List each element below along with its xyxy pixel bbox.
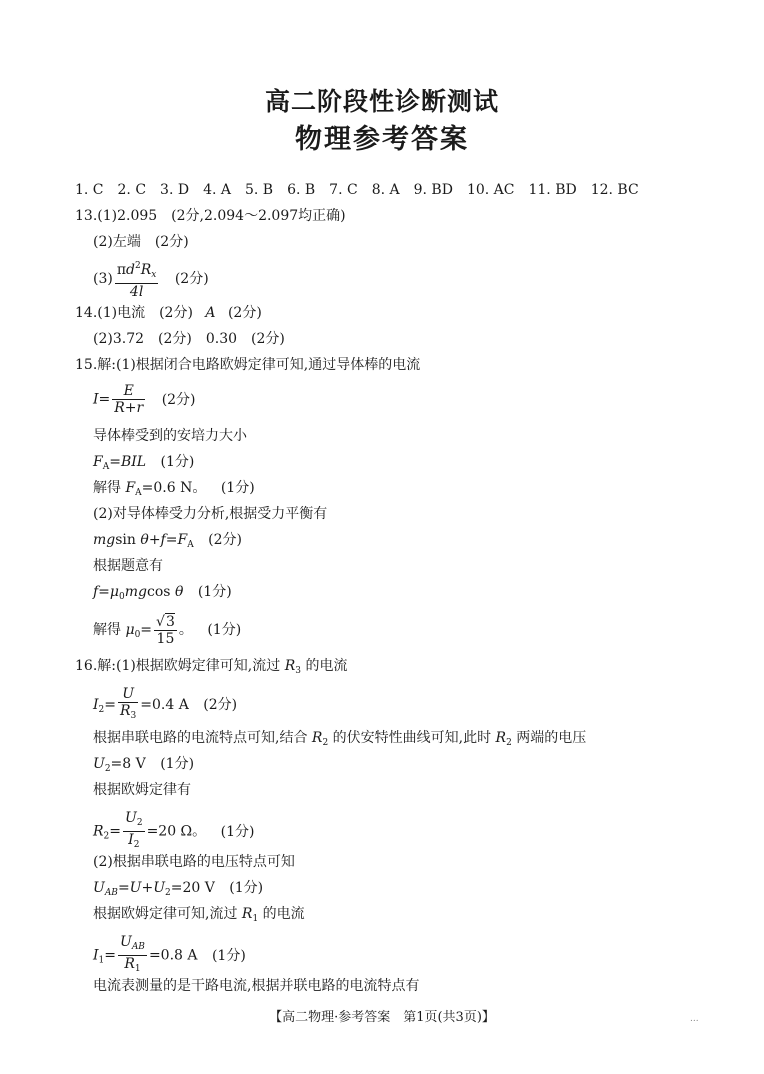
q16-text2-sub: 2 <box>322 738 329 748</box>
q15-eq2-rhs: =BIL <box>109 454 147 470</box>
q16-eq5-I: I <box>93 947 99 964</box>
q16-eq4-sub: AB <box>104 888 118 898</box>
q15-eq5-theta: θ <box>174 584 184 600</box>
q15-text4: (2)对导体棒受力分析,根据受力平衡有 <box>93 506 328 522</box>
q15-eq4-score: (2分) <box>208 532 242 548</box>
q13-part2: (2)左端 (2分) <box>93 234 189 250</box>
q15-eq4-sub: A <box>187 540 194 550</box>
q13-num-exp: 2 <box>135 261 141 271</box>
q16-eq2 <box>93 755 194 778</box>
q15-eq6-sub: 0 <box>134 630 141 640</box>
q16-eq1-rhs: =0.4 A <box>140 697 189 713</box>
q16-eq3 <box>93 810 254 853</box>
q15-eq4-lhs: mg <box>93 532 116 548</box>
q15-eq1-lhs: I <box>93 391 99 408</box>
q15-eq6-score: (1分) <box>207 622 242 638</box>
q13-part1: 13.(1)2.095 (2分,2.094～2.097均正确) <box>75 208 346 224</box>
q16-text4: (2)根据串联电路的电压特点可知 <box>93 854 295 870</box>
q13-part3-prefix: (3) <box>93 271 113 287</box>
q13-num-R: R <box>140 262 152 278</box>
q16-eq2-sub: 2 <box>104 764 111 774</box>
q15-eq1-num: E <box>112 383 145 400</box>
q16-eq2-U: U <box>93 756 105 772</box>
q16-text3: 根据欧姆定律有 <box>93 782 191 798</box>
q16-eq3-fraction <box>123 810 145 853</box>
q13-num-sub: x <box>151 270 157 280</box>
q16-text5-a: 根据欧姆定律可知,流过 <box>93 906 238 922</box>
q16-eq4-val: =20 V <box>170 880 215 896</box>
q16-eq5-num-U: U <box>120 934 132 950</box>
q15-text2: 导体棒受到的安培力大小 <box>93 428 247 444</box>
q16-eq1-fraction <box>118 686 138 724</box>
q14-part1 <box>75 304 262 322</box>
q16-intro-R: R <box>284 658 296 674</box>
q16-text2-sub2: 2 <box>506 738 512 748</box>
q16-intro <box>75 657 347 680</box>
q16-text2-c: 两端的电压 <box>516 730 587 746</box>
q13-part3-score: (2分) <box>174 271 209 287</box>
q14-part1-answer: A <box>205 305 216 321</box>
q15-eq5-score: (1分) <box>197 584 232 600</box>
q16-text2-a: 根据串联电路的电流特点可知,结合 <box>93 730 308 746</box>
q16-eq1-I: I <box>93 697 99 713</box>
q16-text5-b: 的电流 <box>262 906 305 922</box>
q15-eq1-fraction <box>112 383 145 416</box>
q14-part1-score: (2分) <box>227 305 262 321</box>
q16-text6: 电流表测量的是干路电流,根据并联电路的电流特点有 <box>93 978 420 994</box>
q16-eq3-den-sub: 2 <box>133 840 140 850</box>
q16-eq3-sub: 2 <box>103 831 110 842</box>
q15-eq6-mu: μ <box>125 622 135 638</box>
q15-eq6-pre: 解得 <box>93 622 121 638</box>
q16-eq5-sub: 1 <box>98 955 105 966</box>
q15-eq1-equals: = <box>98 391 111 408</box>
q15-eq6-root-val: 3 <box>165 614 175 630</box>
q15-eq1-score: (2分) <box>161 391 196 408</box>
q13-num-pi: π <box>116 262 127 278</box>
page-footer: 【高二物理·参考答案 第1页(共3页)】 <box>269 1010 495 1025</box>
q16-eq2-score: (1分) <box>160 756 195 772</box>
q15-eq3-pre: 解得 <box>93 480 121 496</box>
q16-eq5-den-sub: 1 <box>134 964 141 974</box>
q16-eq4-rhs: =U+U <box>117 880 165 896</box>
q15-eq3-F: F <box>125 480 136 496</box>
q16-eq1-num: U <box>118 686 138 703</box>
q15-eq3-rhs: =0.6 N。 <box>141 480 207 496</box>
q13-part3 <box>93 258 209 300</box>
q15-eq6-end: 。 <box>178 622 193 638</box>
q16-eq2-rhs: =8 V <box>110 756 146 772</box>
q16-text2-R2: R <box>495 730 507 746</box>
q16-eq3-equals: = <box>109 823 122 840</box>
q15-eq4 <box>93 531 242 554</box>
q16-eq5-den-R: R <box>124 956 135 972</box>
q16-intro-sub: 3 <box>295 666 301 676</box>
q15-eq2-score: (1分) <box>160 454 195 470</box>
q16-eq3-den-I: I <box>128 832 134 848</box>
q15-eq5-cos: cos <box>147 584 171 600</box>
q16-intro-end: 的电流 <box>305 658 348 674</box>
q16-eq4 <box>93 879 263 902</box>
q15-eq5-mu: μ <box>109 584 120 600</box>
q13-den: 4l <box>129 284 144 300</box>
q13-num-d: d <box>126 262 136 278</box>
q15-text5: 根据题意有 <box>93 558 163 574</box>
choice-answers: 1. C 2. C 3. D 4. A 5. B 6. B 7. C 8. A 9. BD 10. AC 11. BD 12. BC <box>75 182 639 198</box>
q16-text5-R: R <box>241 906 253 922</box>
q16-text5 <box>93 905 305 928</box>
q15-eq6 <box>93 613 241 647</box>
q16-eq4-U: U <box>93 880 105 896</box>
q15-eq5-mg: mg <box>124 584 148 600</box>
q15-eq6-root: √ <box>156 614 165 630</box>
q16-eq3-num-sub: 2 <box>136 818 143 828</box>
q15-eq1 <box>93 383 196 416</box>
q16-eq4-score: (1分) <box>229 880 264 896</box>
q16-eq3-num-U: U <box>125 810 137 826</box>
q15-eq6-den: 15 <box>156 631 175 647</box>
q15-intro: 15.解:(1)根据闭合电路欧姆定律可知,通过导体棒的电流 <box>75 357 421 373</box>
q16-text2-b: 的伏安特性曲线可知,此时 <box>332 730 492 746</box>
q14-part2: (2)3.72 (2分) 0.30 (2分) <box>93 331 285 347</box>
q13-fraction <box>115 258 159 300</box>
q15-eq4-sin: sin <box>115 532 136 548</box>
q16-eq5-num-sub: AB <box>131 942 145 952</box>
q15-eq3-score: (1分) <box>220 480 255 496</box>
q15-eq5-sub: 0 <box>119 592 125 602</box>
q15-eq4-theta: θ+f=F <box>140 532 188 548</box>
q16-intro-text: 16.解:(1)根据欧姆定律可知,流过 <box>75 658 281 674</box>
footer-dots: ... <box>690 1014 699 1024</box>
q15-eq1-den: R+r <box>114 400 144 416</box>
q16-text2-R: R <box>311 730 323 746</box>
q16-eq5 <box>93 934 246 977</box>
q16-eq5-fraction <box>118 934 147 977</box>
q16-eq1-den-sub: 3 <box>130 711 137 721</box>
q16-eq1-equals: = <box>104 697 116 713</box>
q16-text5-sub: 1 <box>252 914 259 924</box>
page-title: 高二阶段性诊断测试 <box>264 87 499 116</box>
q15-eq2-sub: A <box>102 462 110 472</box>
q16-text2 <box>93 729 586 752</box>
q16-eq4-sub2: 2 <box>165 888 171 898</box>
q16-eq5-score: (1分) <box>211 947 246 964</box>
q15-eq5 <box>93 583 232 606</box>
q16-eq1-score: (2分) <box>203 697 238 713</box>
q16-eq5-rhs: =0.8 A <box>148 947 198 964</box>
q16-eq3-rhs: =20 Ω。 <box>146 823 207 840</box>
q16-eq1-den-R: R <box>120 703 131 719</box>
q15-eq2-F: F <box>93 454 103 470</box>
q14-part1-text: 14.(1)电流 (2分) <box>75 305 193 321</box>
q15-eq3 <box>93 479 255 502</box>
q16-eq1 <box>93 686 237 724</box>
q15-eq2 <box>93 453 194 476</box>
q16-eq3-score: (1分) <box>220 823 255 840</box>
q16-eq1-sub: 2 <box>98 705 105 715</box>
q16-eq3-R: R <box>93 823 104 840</box>
q16-eq5-equals: = <box>104 947 116 964</box>
q15-eq3-sub: A <box>135 488 142 498</box>
q15-eq5-f: f= <box>93 584 110 600</box>
page-subtitle: 物理参考答案 <box>295 124 469 155</box>
q15-eq6-equals: = <box>140 622 153 638</box>
q15-eq6-fraction <box>154 613 177 647</box>
